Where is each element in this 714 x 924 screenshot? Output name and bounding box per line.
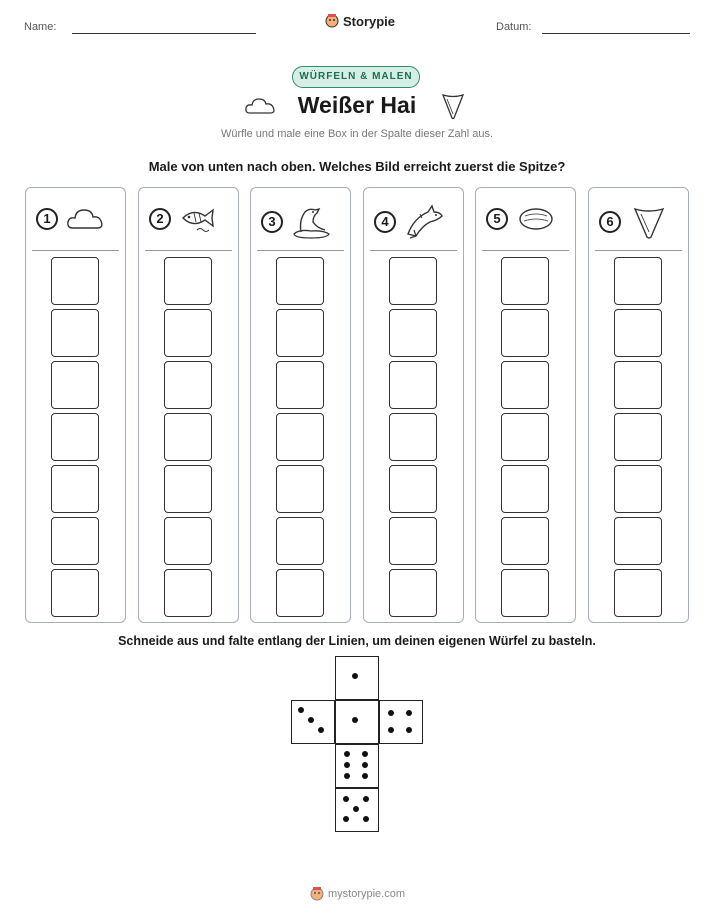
column-divider <box>370 250 457 251</box>
paint-box[interactable] <box>276 413 324 461</box>
paint-box[interactable] <box>614 465 662 513</box>
paint-box[interactable] <box>614 309 662 357</box>
die-face-1 <box>335 700 379 744</box>
footer <box>310 886 405 902</box>
column-5 <box>475 187 576 623</box>
paint-box[interactable] <box>51 361 99 409</box>
column-divider <box>482 250 569 251</box>
paint-box[interactable] <box>164 569 212 617</box>
paint-box[interactable] <box>501 517 549 565</box>
column-6 <box>588 187 689 623</box>
pip <box>362 751 368 757</box>
die-face-1 <box>335 656 379 700</box>
storypie-mascot-icon <box>310 886 324 902</box>
paint-box[interactable] <box>164 465 212 513</box>
paint-box[interactable] <box>51 413 99 461</box>
cut-instruction: Schneide aus und falte entlang der Linien, um deinen eigenen Würfel zu basteln. <box>118 634 596 648</box>
column-1 <box>25 187 126 623</box>
name-line[interactable] <box>72 33 256 34</box>
pip <box>343 816 349 822</box>
die-face-5 <box>335 788 379 832</box>
paint-box[interactable] <box>276 361 324 409</box>
cloud-icon <box>66 204 106 234</box>
pip <box>353 806 359 812</box>
instruction: Male von unten nach oben. Welches Bild erreicht zuerst die Spitze? <box>148 159 566 174</box>
pip <box>308 717 314 723</box>
paint-box[interactable] <box>501 257 549 305</box>
paint-box[interactable] <box>51 257 99 305</box>
paint-box[interactable] <box>614 257 662 305</box>
paint-box[interactable] <box>51 569 99 617</box>
pip <box>362 773 368 779</box>
pip <box>388 710 394 716</box>
number-circle: 3 <box>261 211 283 233</box>
paint-box[interactable] <box>389 257 437 305</box>
paint-box[interactable] <box>164 361 212 409</box>
pip <box>344 773 350 779</box>
pip <box>363 796 369 802</box>
pip <box>343 796 349 802</box>
pip <box>344 762 350 768</box>
paint-box[interactable] <box>501 465 549 513</box>
paint-box[interactable] <box>614 569 662 617</box>
pip <box>363 816 369 822</box>
paint-box[interactable] <box>501 309 549 357</box>
date-line[interactable] <box>542 33 690 34</box>
column-2 <box>138 187 239 623</box>
paint-box[interactable] <box>389 413 437 461</box>
column-header <box>599 204 669 240</box>
number-circle: 6 <box>599 211 621 233</box>
paint-box[interactable] <box>501 569 549 617</box>
shark-tooth-icon <box>629 204 669 240</box>
column-3 <box>250 187 351 623</box>
paint-box[interactable] <box>276 569 324 617</box>
paint-box[interactable] <box>51 517 99 565</box>
paint-box[interactable] <box>164 413 212 461</box>
column-4 <box>363 187 464 623</box>
column-divider <box>145 250 232 251</box>
pip <box>318 727 324 733</box>
shell-icon <box>516 204 556 234</box>
paint-box[interactable] <box>51 465 99 513</box>
column-header <box>486 204 556 234</box>
column-divider <box>257 250 344 251</box>
column-divider <box>595 250 682 251</box>
date-label: Datum: <box>496 21 532 33</box>
number-circle: 2 <box>149 208 171 230</box>
paint-box[interactable] <box>164 517 212 565</box>
paint-box[interactable] <box>164 309 212 357</box>
paint-box[interactable] <box>276 465 324 513</box>
pip <box>362 762 368 768</box>
paint-box[interactable] <box>501 361 549 409</box>
paint-box[interactable] <box>276 309 324 357</box>
paint-box[interactable] <box>389 361 437 409</box>
paint-box[interactable] <box>389 569 437 617</box>
paint-box[interactable] <box>501 413 549 461</box>
pip <box>352 673 358 679</box>
activity-badge: WÜRFELN & MALEN <box>292 66 420 88</box>
die-face-6 <box>335 744 379 788</box>
pip <box>298 707 304 713</box>
storypie-mascot-icon <box>325 13 339 29</box>
subtitle: Würfle und male eine Box in der Spalte dieser Zahl aus. <box>220 128 494 140</box>
pip <box>406 727 412 733</box>
number-circle: 4 <box>374 211 396 233</box>
pip <box>388 727 394 733</box>
shark-tooth-icon <box>441 92 465 120</box>
paint-box[interactable] <box>389 465 437 513</box>
column-header <box>261 204 331 240</box>
seal-icon <box>291 204 331 240</box>
shark-icon <box>404 204 444 240</box>
paint-box[interactable] <box>614 361 662 409</box>
footer-url[interactable]: mystorypie.com <box>328 888 406 900</box>
pip <box>344 751 350 757</box>
paint-box[interactable] <box>276 257 324 305</box>
pip <box>406 710 412 716</box>
column-header <box>149 204 219 234</box>
page-title: Weißer Hai <box>297 92 417 118</box>
brand-logo <box>325 13 395 29</box>
paint-box[interactable] <box>276 517 324 565</box>
paint-box[interactable] <box>164 257 212 305</box>
pip <box>352 717 358 723</box>
column-header <box>374 204 444 240</box>
number-circle: 5 <box>486 208 508 230</box>
fish-icon <box>179 204 219 234</box>
column-header <box>36 204 106 234</box>
column-divider <box>32 250 119 251</box>
paint-box[interactable] <box>389 309 437 357</box>
number-circle: 1 <box>36 208 58 230</box>
paint-box[interactable] <box>389 517 437 565</box>
brand-name: Storypie <box>343 13 396 29</box>
paint-box[interactable] <box>614 413 662 461</box>
name-label: Name: <box>24 21 57 33</box>
die-face-3 <box>291 700 335 744</box>
paint-box[interactable] <box>51 309 99 357</box>
die-face-4 <box>379 700 423 744</box>
paint-box[interactable] <box>614 517 662 565</box>
